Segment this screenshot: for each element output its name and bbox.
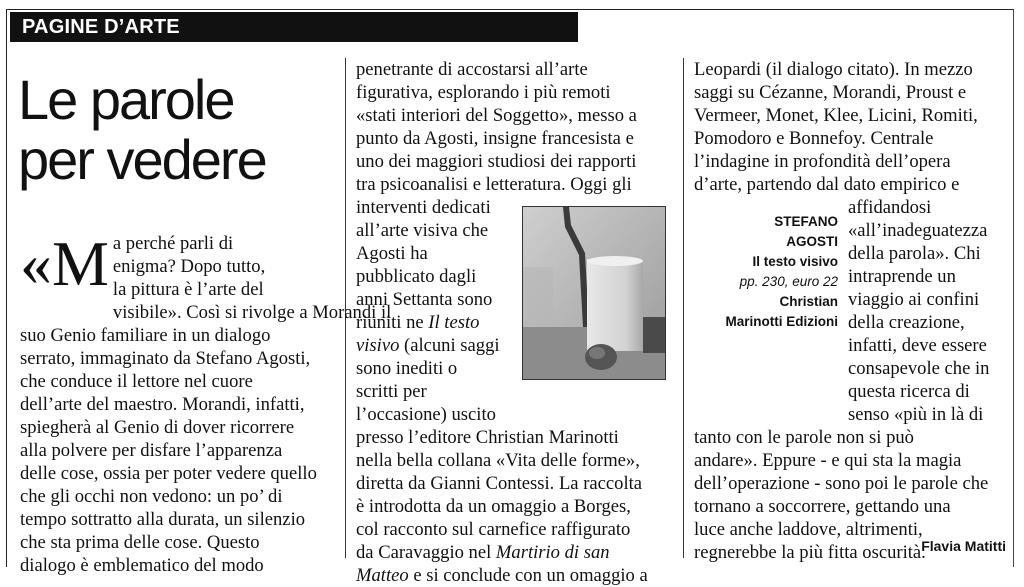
- text-line: regnerebbe la più fitta oscurità.: [694, 542, 926, 563]
- text-line: infatti, deve essere: [848, 335, 987, 356]
- text-line: uno dei maggiori studiosi dei rapporti: [356, 151, 637, 172]
- text-line: d’arte, partendo dal dato empirico e: [694, 174, 960, 195]
- credit-details: pp. 230, euro 22: [739, 274, 838, 289]
- text-line: andare». Eppure - e qui sta la magia: [694, 450, 962, 471]
- credit-publisher: Marinotti Edizioni: [725, 314, 838, 329]
- text-line: serrato, immaginato da Stefano Agosti,: [20, 348, 311, 369]
- still-life-image: [523, 207, 665, 379]
- text-fragment: (alcuni saggi: [399, 335, 500, 356]
- text-line: tornano a soccorrere, gettando una: [694, 496, 951, 517]
- text-line: che conduce il lettore nel cuore: [20, 371, 253, 392]
- credit-author: STEFANO: [774, 214, 838, 229]
- frame-top-rule: [6, 9, 1014, 10]
- text-line: Leopardi (il dialogo citato). In mezzo: [694, 59, 973, 80]
- text-line: consapevole che in: [848, 358, 990, 379]
- text-line: punto da Agosti, insigne francesista e: [356, 128, 634, 149]
- text-line: che gli occhi non vedono: un po’ di: [20, 486, 283, 507]
- text-line: viaggio ai confini: [848, 289, 980, 310]
- text-line: luce anche laddove, altrimenti,: [694, 519, 923, 540]
- text-line: alla polvere per disfare l’apparenza: [20, 440, 283, 461]
- text-fragment: da Caravaggio nel: [356, 542, 496, 563]
- text-line: tanto con le parole non si può: [694, 427, 914, 448]
- credit-title: Il testo visivo: [752, 254, 838, 269]
- text-line: delle cose, ossia per poter vedere quello: [20, 463, 317, 484]
- text-line: diretta da Gianni Contessi. La raccolta: [356, 473, 643, 494]
- book-title: visivo: [356, 335, 400, 356]
- text-line: visibile». Così si rivolge a Morandi il: [112, 302, 392, 323]
- text-line: Pomodoro e Bonnefoy. Centrale: [694, 128, 934, 149]
- text-line: penetrante di accostarsi all’arte: [356, 59, 588, 80]
- text-line: dialogo è emblematico del modo: [20, 555, 264, 576]
- text-line: dell’arte del maestro. Morandi, infatti,: [20, 394, 305, 415]
- text-line: intraprende un: [848, 266, 956, 287]
- author-signature: Flavia Matitti: [921, 538, 1006, 554]
- text-line: l’occasione) uscito: [356, 404, 496, 425]
- text-line: Vermeer, Monet, Klee, Licini, Romiti,: [694, 105, 978, 126]
- text-line: suo Genio familiare in un dialogo: [20, 325, 271, 346]
- text-line: [356, 541, 674, 564]
- text-line: la pittura è l’arte del: [112, 279, 264, 300]
- section-header: PAGINE D’ARTE: [10, 12, 578, 42]
- book-title: Il testo: [428, 312, 480, 333]
- frame-right-rule: [1013, 9, 1014, 567]
- text-line: figurativa, esplorando i più remoti: [356, 82, 611, 103]
- artwork-title: Martirio di san: [495, 542, 610, 563]
- text-line: enigma? Dopo tutto,: [112, 256, 266, 277]
- column-rule: [683, 58, 684, 558]
- text-line: della creazione,: [848, 312, 965, 333]
- text-line: nella bella collana «Vita delle forme»,: [356, 450, 640, 471]
- text-line: Agosti ha: [356, 243, 428, 264]
- text-line: è introdotta da un omaggio a Borges,: [356, 496, 631, 517]
- text-line: anni Settanta sono: [356, 289, 493, 310]
- article-column-3: [694, 58, 1012, 564]
- text-line: [356, 564, 674, 587]
- text-fragment: e si conclude con un omaggio a: [408, 565, 648, 586]
- dropcap-block: [20, 228, 340, 301]
- credit-publisher: Christian: [779, 294, 838, 309]
- text-line: scritti per: [356, 381, 427, 402]
- text-line: spiegherà al Genio di dover ricorrere: [20, 417, 295, 438]
- artwork-title: Matteo: [356, 565, 409, 586]
- text-line: tempo sottratto alla durata, un silenzio: [20, 509, 306, 530]
- article-headline: [18, 70, 338, 190]
- text-line: della parola». Chi: [848, 243, 981, 264]
- artwork-photo: [522, 206, 666, 380]
- text-line: dell’operazione - sono poi le parole che: [694, 473, 989, 494]
- text-line: saggi su Cézanne, Morandi, Proust e: [694, 82, 967, 103]
- text-line: interventi dedicati: [356, 197, 491, 218]
- text-line: presso l’editore Christian Marinotti: [356, 427, 619, 448]
- text-line: l’indagine in profondità dell’opera: [694, 151, 951, 172]
- text-line: pubblicato dagli: [356, 266, 477, 287]
- text-line: all’arte visiva che: [356, 220, 489, 241]
- text-line: tra psicoanalisi e letteratura. Oggi gli: [356, 174, 632, 195]
- headline-line: per vedere: [18, 128, 266, 191]
- text-line: «stati interiori del Soggetto», messo a: [356, 105, 637, 126]
- text-line: che sta prima delle cose. Questo: [20, 532, 260, 553]
- wrapped-text: [694, 196, 1012, 426]
- text-line: a perché parli di: [112, 233, 234, 254]
- text-line: senso «più in là di: [848, 404, 984, 425]
- text-line: affidandosi: [848, 197, 932, 218]
- text-line: col racconto sul carnefice raffigurato: [356, 519, 631, 540]
- text-line: «all’inadeguatezza: [848, 220, 988, 241]
- headline-line: Le parole: [18, 68, 234, 131]
- text-line: sono inediti o: [356, 358, 458, 379]
- frame-left-rule: [6, 9, 7, 567]
- credit-author: AGOSTI: [786, 234, 838, 249]
- text-fragment: riuniti ne: [356, 312, 429, 333]
- text-line: questa ricerca di: [848, 381, 970, 402]
- drop-cap: «M: [20, 228, 109, 299]
